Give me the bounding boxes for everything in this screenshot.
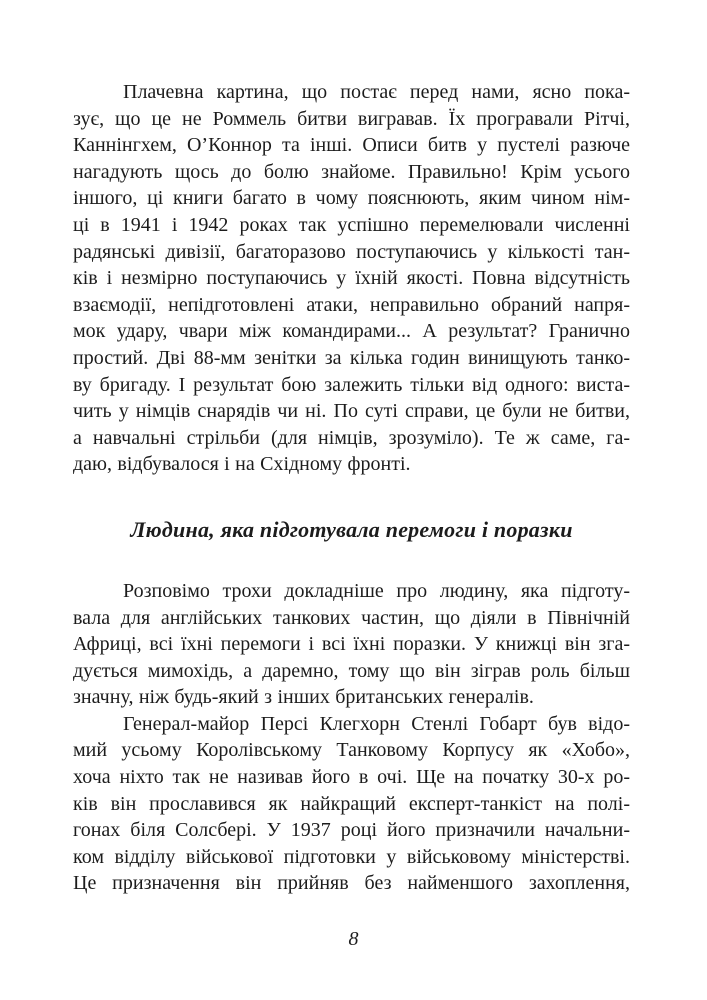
paragraph-section-2 <box>73 711 630 897</box>
text-line: Розповімо трохи докладніше про людину, яка підготу- <box>123 579 630 602</box>
text-block <box>73 79 630 897</box>
text-line: нагадують щось до болю знайоме. Правильно! Крім усього <box>73 160 630 183</box>
text-line: даю, відбувалося і на Східному фронті. <box>73 453 411 476</box>
text-line: Каннінгхем, О’Коннор та інші. Описи битв у пустелі разюче <box>73 134 630 157</box>
text-line: дується мимохідь, а даремно, тому що він зіграв роль більш <box>73 659 630 682</box>
text-line: іншого, ці книги багато в чому пояснюють, яким чином нім- <box>73 187 630 210</box>
text-line: мий усьому Королівському Танковому Корпусу як «Хобо», <box>73 739 630 762</box>
text-line: Генерал-майор Персі Клегхорн Стенлі Гобарт був відо- <box>123 712 630 735</box>
text-line: Африці, всі їхні перемоги і всі їхні поразки. У книжці він зга- <box>73 633 630 656</box>
text-line: ків він прославився як найкращий експерт-танкіст на полі- <box>73 792 630 815</box>
text-line: зує, що це не Роммель битви вигравав. Їх програвали Рітчі, <box>73 107 630 130</box>
paragraph-section-1 <box>73 578 630 711</box>
text-line: радянські дивізії, багаторазово поступаючись у кількості тан- <box>73 240 630 263</box>
text-line: ву бригаду. І результат бою залежить тільки від одного: виста- <box>73 373 630 396</box>
text-line: Це призначення він прийняв без найменшого захоплення, <box>73 872 630 895</box>
text-line: ком відділу військової підготовки у військовому міністерстві. <box>73 845 630 868</box>
paragraph-intro <box>73 79 630 478</box>
text-line: хоча ніхто так не називав його в очі. Ще на початку 30-х ро- <box>73 766 630 789</box>
text-line: гонах біля Солсбері. У 1937 році його призначили начальни- <box>73 819 630 842</box>
text-line: вала для англійських танкових частин, що діяли в Північній <box>73 606 630 629</box>
text-line: Плачевна картина, що постає перед нами, ясно пока- <box>123 81 630 103</box>
text-line: мок удару, чвари між командирами... А результат? Гранично <box>73 320 630 343</box>
page-number: 8 <box>348 928 359 950</box>
text-line: а навчальні стрільби (для німців, зрозуміло). Те ж саме, га- <box>73 426 630 449</box>
text-line: простий. Дві 88-мм зенітки за кілька годин винищують танко- <box>73 346 630 369</box>
text-line: ці в 1941 і 1942 роках так успішно перемелювали численні <box>73 213 630 236</box>
section-heading: Людина, яка підготувала перемоги і поразки <box>130 516 573 542</box>
text-line: ків і незмірно поступаючись у їхній якості. Повна відсутність <box>73 267 630 290</box>
text-line: взаємодії, непідготовлені атаки, неправильно обраний напря- <box>73 293 630 316</box>
text-line: чить у німців снарядів чи ні. По суті справи, це були не битви, <box>73 400 630 423</box>
text-line: значну, ніж будь-який з інших британських генералів. <box>73 686 534 709</box>
